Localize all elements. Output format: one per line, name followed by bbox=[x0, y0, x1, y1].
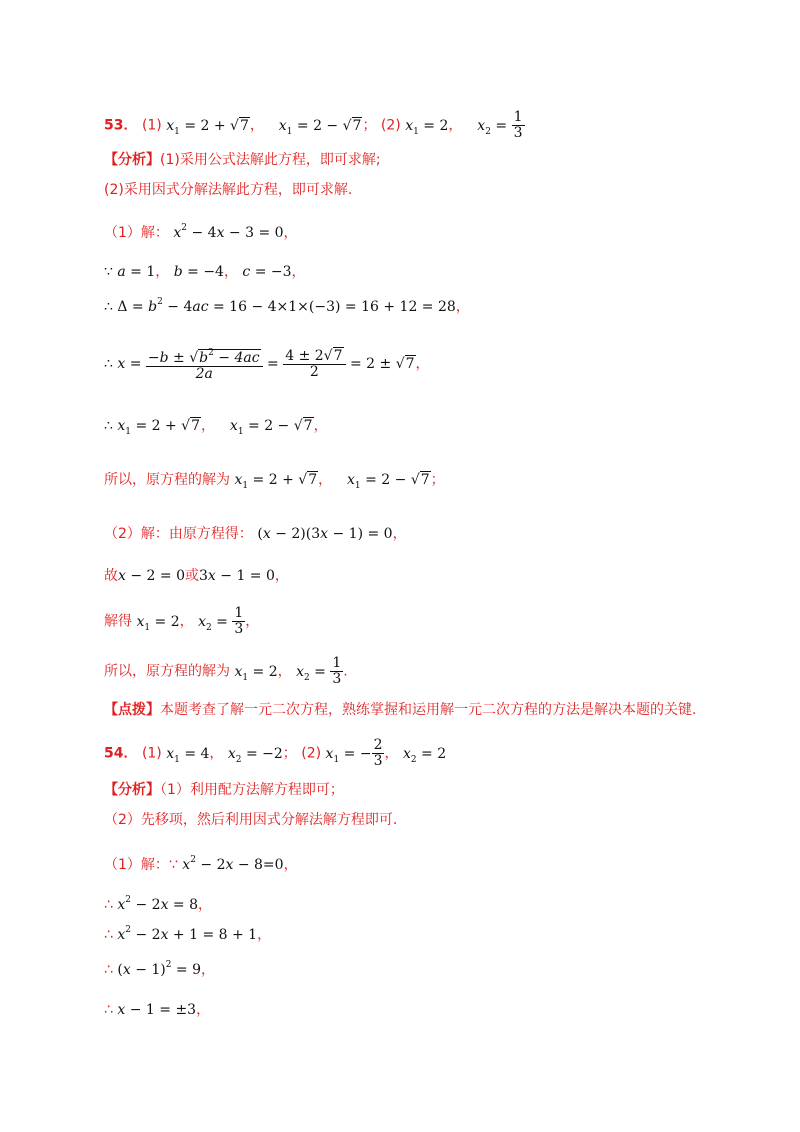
p54-step4: ∴ $(x - 1)^2 = 9$， bbox=[104, 960, 216, 978]
p53-analysis-1: 【分析】(1)采用公式法解此方程，即可求解; bbox=[104, 152, 381, 168]
math-x1-2-minus-sqrt7: $x_1 = 2 - √7$ bbox=[278, 117, 362, 137]
p53-step2: （2）解：由原方程得： (x − 2)(3x − 1) = 0， bbox=[104, 526, 407, 542]
p54-analysis-2: （2）先移项，然后利用因式分解法解方程即可. bbox=[104, 812, 398, 828]
p54-step2: ∴ $x^2 - 2x = 8$， bbox=[104, 895, 213, 913]
analysis-tag: 【分析】 bbox=[104, 152, 160, 168]
math-discriminant: ∴ $\Delta = b^2 - 4ac = 16 - 4\times 1\times(-3) = 16 + 12 = 28$ bbox=[104, 297, 456, 315]
p53-factors: 故x − 2 = 0或3x − 1 = 0， bbox=[104, 568, 289, 584]
math-factored: (x − 2)(3x − 1) = 0 bbox=[257, 526, 393, 542]
p53-quadratic-formula: ∴ x = $\frac{-b \pm √b^2 - 4ac}{2a}$ = $\frac{4 \pm 2√7}{2}$ = 2 ± √7， bbox=[104, 347, 430, 382]
math-equation-53: $x^2 - 4x - 3 = 0$ bbox=[173, 223, 284, 241]
dianbo-tag: 【点拨】 bbox=[104, 702, 160, 718]
p54-step5: ∴ x − 1 = ±3， bbox=[104, 1002, 211, 1018]
math-equation-54: $x^2 - 2x - 8=0$ bbox=[182, 855, 284, 873]
math-formula: ∴ x = $\frac{-b \pm √b^2 - 4ac}{2a}$ = $\frac{4 \pm 2√7}{2}$ = 2 ± √7 bbox=[104, 347, 415, 382]
p53-coeffs: ∵ a = 1， b = −4， c = −3， bbox=[104, 264, 306, 280]
math-coefficients: ∵ a = 1 bbox=[104, 264, 156, 280]
p53-conclusion-1: 所以，原方程的解为 $x_1 = 2 + √7$， $x_1 = 2 - √7$； bbox=[104, 472, 445, 491]
p53-conclusion-2: 所以，原方程的解为 $x_1 = 2$， $x_2$ = $\frac{1}{3}$ . bbox=[104, 655, 348, 687]
p53-solved: 解得 $x_1 = 2$， $x_2$ = $\frac{1}{3}$ ， bbox=[104, 605, 260, 637]
math-x1-2-plus-sqrt7: $x_1 = 2 + √7$ bbox=[166, 117, 249, 137]
p53-roots: ∴ $x_1 = 2 + √7$， $x_1 = 2 - √7$， bbox=[104, 418, 328, 437]
analysis-tag: 【分析】 bbox=[104, 782, 160, 798]
p53-discriminant: ∴ $\Delta = b^2 - 4ac = 16 - 4\times 1\times(-3) = 16 + 12 = 28$， bbox=[104, 297, 470, 315]
p54-step1: （1）解：∵ $x^2 - 2x - 8=0$， bbox=[104, 855, 298, 873]
p54-header: 54． (1) $x_1 = 4$， $x_2 = -2$； (2) $x_1$ = − $\frac{2}{3}$ ， $x_2 = 2$ bbox=[104, 737, 447, 769]
p53-step1: （1）解： $x^2 - 4x - 3 = 0$， bbox=[104, 223, 298, 241]
p53-header: 53． (1) $x_1 = 2 + √7$， $x_1 = 2 - √7$； (2) $x_1 = 2$， $x_2$ = $\frac{1}{3}$ bbox=[104, 109, 523, 141]
p54-step3: ∴ $x^2 - 2x + 1 = 8 + 1$， bbox=[104, 925, 272, 943]
math-x2-eq-one-third: $x_2$ = $\frac{1}{3}$ bbox=[477, 109, 523, 141]
math-x1-eq-2: $x_1 = 2$ bbox=[405, 117, 449, 137]
p54-analysis-1: 【分析】（1）利用配方法解方程即可； bbox=[104, 782, 344, 798]
math-roots: ∴ $x_1 = 2 + √7$ bbox=[104, 418, 201, 437]
p53-dianbo: 【点拨】本题考查了解一元二次方程，熟练掌握和运用解一元二次方程的方法是解决本题的关键. bbox=[104, 702, 697, 718]
problem-number-54: 54． bbox=[104, 745, 138, 762]
p53-analysis-2: (2)采用因式分解法解此方程，即可求解. bbox=[104, 182, 353, 198]
problem-number-53: 53． bbox=[104, 117, 138, 134]
